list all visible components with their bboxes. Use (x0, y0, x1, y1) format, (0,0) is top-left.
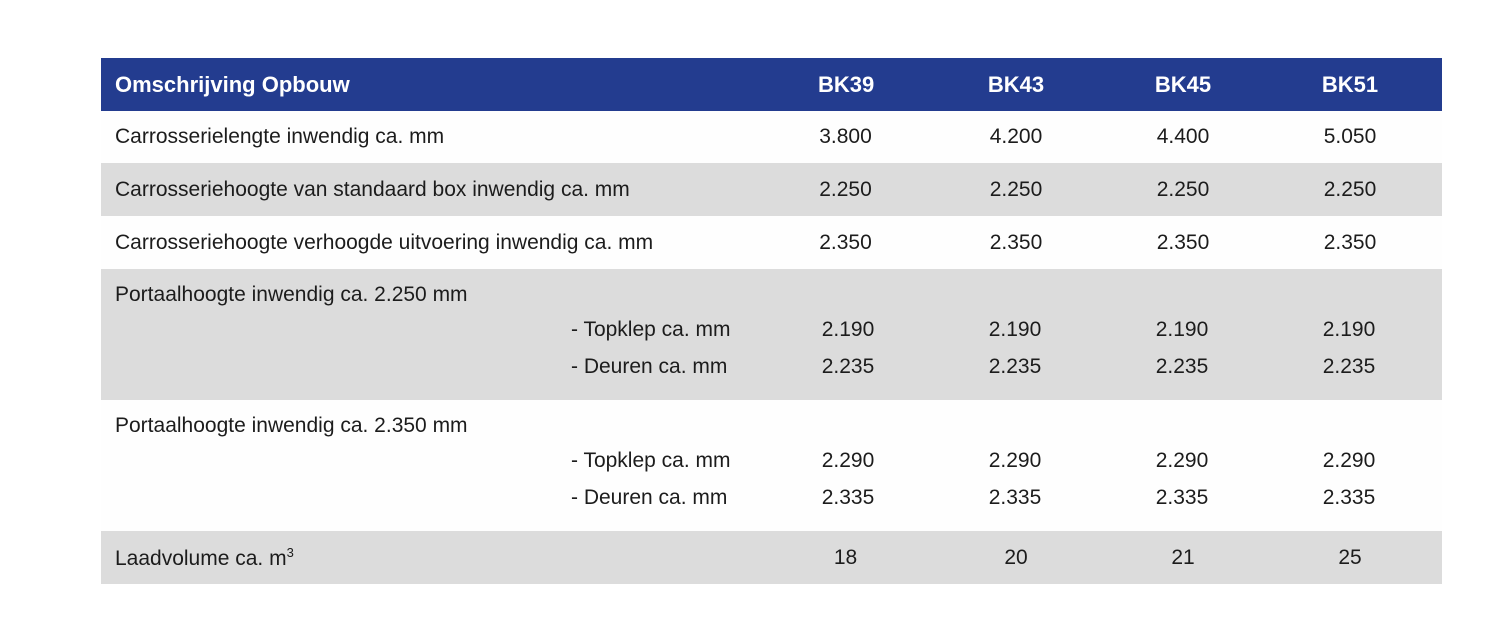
block-title: Portaalhoogte inwendig ca. 2.350 mm (115, 414, 468, 437)
cell-value: 2.290 (821, 449, 875, 472)
cell-value: 2.290 (1155, 449, 1209, 472)
block-title: Portaalhoogte inwendig ca. 2.250 mm (115, 283, 468, 306)
table-row-volume (101, 531, 1442, 584)
cell-value: 2.335 (1322, 486, 1376, 509)
cell-value: 2.350 (819, 230, 872, 254)
cell-value: 2.190 (988, 318, 1042, 341)
cell-value: 21 (1171, 545, 1195, 569)
cell-value: 18 (833, 545, 858, 569)
cell-value: 2.335 (988, 486, 1042, 509)
cell-value: 2.350 (1156, 230, 1210, 254)
portal-height-block (101, 269, 1442, 400)
cell-value: 2.335 (1155, 486, 1209, 509)
cell-value: 2.250 (1323, 177, 1377, 201)
cell-value: 4.400 (1156, 125, 1210, 148)
sub-label-topklep: - Topklep ca. mm (571, 449, 731, 472)
cell-value: 2.190 (1322, 318, 1376, 341)
table-row (101, 216, 1442, 269)
cell-value: 2.235 (1155, 355, 1209, 378)
cell-value: 5.050 (1323, 125, 1377, 148)
header-model-bk45: BK45 (1154, 71, 1212, 97)
cell-value: 4.200 (989, 125, 1043, 148)
row-label (101, 545, 781, 571)
header-model-bk39: BK39 (818, 71, 875, 97)
cell-value: 2.290 (988, 449, 1042, 472)
cell-value: 2.350 (1323, 230, 1377, 254)
unit-superscript: 3 (286, 544, 294, 560)
header-title: Omschrijving Opbouw (115, 71, 350, 97)
cell-value: 3.800 (819, 125, 872, 148)
row-label: Carrosseriehoogte verhoogde uitvoering inwendig ca. mm (115, 230, 654, 254)
cell-value: 2.235 (821, 355, 875, 378)
cell-value: 2.235 (1322, 355, 1376, 378)
cell-value: 25 (1338, 545, 1362, 569)
cell-value: 2.250 (819, 177, 872, 201)
header-model-bk43: BK43 (987, 71, 1045, 97)
cell-value: 2.250 (989, 177, 1043, 201)
table-header (101, 58, 1442, 111)
cell-value: 2.190 (821, 318, 875, 341)
cell-value: 2.235 (988, 355, 1042, 378)
cell-value: 20 (1004, 545, 1028, 569)
cell-value: 2.190 (1155, 318, 1209, 341)
cell-value: 2.290 (1322, 449, 1376, 472)
portal-height-block (101, 400, 1442, 531)
table-row (101, 111, 1442, 163)
cell-value: 2.350 (989, 230, 1043, 254)
header-model-bk51: BK51 (1321, 71, 1379, 97)
sub-label-topklep: - Topklep ca. mm (571, 318, 731, 341)
volume-label: Laadvolume ca. m (115, 546, 287, 570)
row-label: Carrosserielengte inwendig ca. mm (115, 125, 445, 148)
row-label: Carrosseriehoogte van standaard box inwendig ca. mm (115, 177, 630, 201)
sub-label-deuren: - Deuren ca. mm (571, 486, 728, 509)
cell-value: 2.335 (821, 486, 875, 509)
spec-table (101, 58, 1442, 584)
sub-label-deuren: - Deuren ca. mm (571, 355, 728, 378)
cell-value: 2.250 (1156, 177, 1210, 201)
table-row (101, 163, 1442, 216)
